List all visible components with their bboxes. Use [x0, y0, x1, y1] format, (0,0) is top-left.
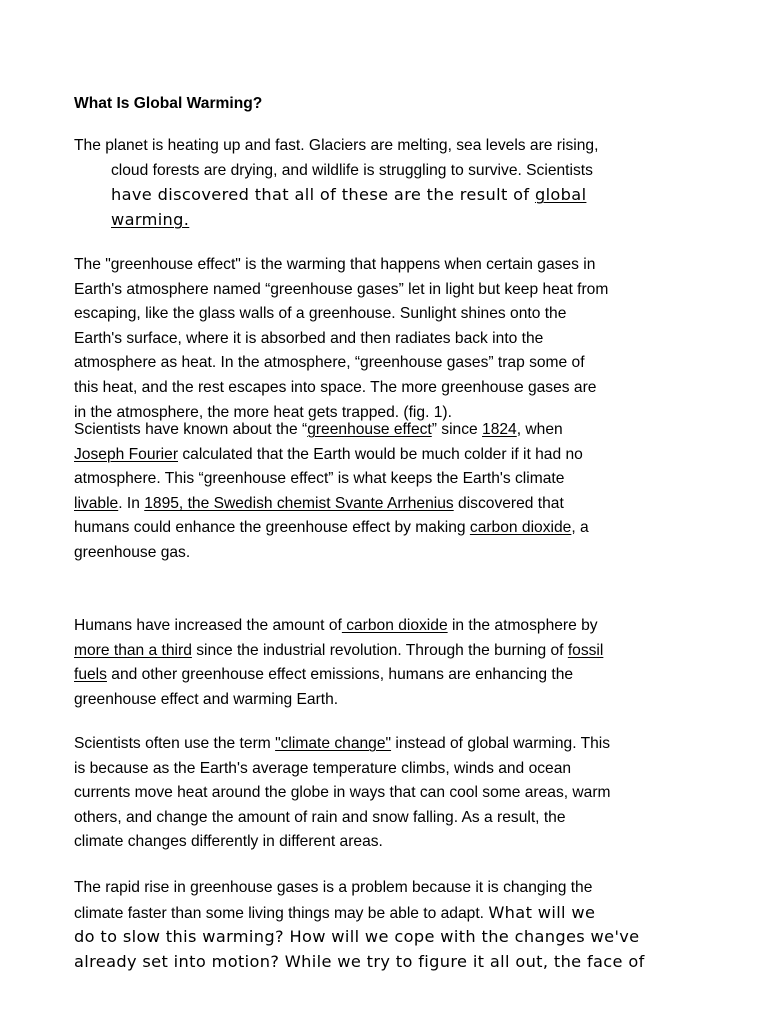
text-line: Earth's atmosphere named “greenhouse gases” let in light but keep heat from — [74, 280, 609, 298]
text-span: ” since — [431, 421, 483, 438]
paragraph-problem — [74, 876, 714, 974]
text-span: What will we — [488, 902, 596, 922]
text-span: in the atmosphere by — [447, 617, 598, 634]
climate-change-link[interactable]: "climate change" — [275, 735, 392, 752]
carbon-dioxide-link[interactable]: carbon dioxide — [469, 519, 572, 537]
text-line: in the atmosphere, the more heat gets trapped. (fig. 1). — [74, 403, 452, 421]
text-line: is because as the Earth's average temperature climbs, winds and ocean — [74, 759, 572, 777]
greenhouse-effect-link[interactable]: greenhouse effect — [307, 421, 432, 438]
text-span: Scientists often use the term — [74, 735, 276, 752]
text-line — [74, 639, 714, 664]
text-line — [74, 418, 714, 443]
text-line — [74, 614, 714, 639]
paragraph-intro — [74, 134, 714, 232]
text-line: greenhouse effect and warming Earth. — [74, 690, 339, 708]
arrhenius-link[interactable]: 1895, the Swedish chemist Svante Arrhenius — [144, 494, 454, 512]
text-line: climate changes differently in different areas. — [74, 833, 383, 851]
text-span: calculated that the Earth would be much colder if it had no — [178, 445, 583, 463]
text-line: cloud forests are drying, and wildlife is struggling to survive. Scientists — [111, 161, 593, 179]
text-line: Earth's surface, where it is absorbed and then radiates back into the — [74, 329, 544, 347]
text-span: have discovered that all of these are the result of — [111, 185, 535, 205]
carbon-dioxide-link[interactable]: carbon dioxide — [341, 617, 448, 634]
global-warming-link[interactable]: global — [534, 185, 587, 205]
global-warming-link-continued[interactable]: warming. — [111, 209, 190, 229]
year-1824-link[interactable]: 1824 — [482, 421, 517, 438]
text-span: , a — [571, 519, 589, 537]
text-line: The rapid rise in greenhouse gases is a problem because it is changing the — [74, 879, 593, 896]
paragraph-greenhouse-effect — [74, 253, 714, 425]
text-span: Scientists have known about the “ — [74, 421, 308, 438]
paragraph-climate-change — [74, 732, 714, 855]
text-span: climate faster than some living things may be able to adapt. — [74, 904, 489, 922]
more-than-a-third-link[interactable]: more than a third — [74, 641, 192, 659]
text-span: instead of global warming. This — [391, 735, 611, 752]
text-line — [74, 901, 714, 926]
text-span: and other greenhouse effect emissions, humans are enhancing the — [106, 666, 574, 684]
text-line: The "greenhouse effect" is the warming that happens when certain gases in — [74, 256, 596, 273]
text-line: already set into motion? While we try to figure it all out, the face of — [74, 951, 645, 971]
text-line: atmosphere. This “greenhouse effect” is what keeps the Earth's climate — [74, 470, 565, 488]
text-line: atmosphere as heat. In the atmosphere, “greenhouse gases” trap some of — [74, 354, 585, 372]
text-line — [74, 183, 714, 208]
fossil-fuels-link[interactable]: fossil — [567, 641, 604, 659]
text-span: . In — [118, 494, 145, 512]
fossil-fuels-link-continued[interactable]: fuels — [74, 666, 107, 684]
document-title: What Is Global Warming? — [74, 95, 263, 112]
text-line: others, and change the amount of rain and snow falling. As a result, the — [74, 808, 566, 826]
livable-link[interactable]: livable — [74, 494, 119, 512]
paragraph-human-impact — [74, 614, 714, 712]
text-line — [74, 663, 714, 688]
text-line — [74, 208, 714, 233]
text-line: The planet is heating up and fast. Glaciers are melting, sea levels are rising, — [74, 137, 599, 154]
text-line — [74, 732, 714, 757]
text-line — [74, 516, 714, 541]
text-line: greenhouse gas. — [74, 543, 191, 561]
text-line — [74, 492, 714, 517]
text-span: humans could enhance the greenhouse effect by making — [74, 519, 470, 537]
text-span: since the industrial revolution. Through the burning of — [191, 641, 568, 659]
text-span: , when — [516, 421, 563, 438]
text-span: Humans have increased the amount of — [74, 617, 342, 634]
text-line: currents move heat around the globe in ways that can cool some areas, warm — [74, 784, 611, 802]
joseph-fourier-link[interactable]: Joseph Fourier — [74, 445, 179, 463]
text-line: this heat, and the rest escapes into space. The more greenhouse gases are — [74, 378, 597, 396]
text-span: discovered that — [453, 494, 564, 512]
text-line: escaping, like the glass walls of a greenhouse. Sunlight shines onto the — [74, 305, 567, 323]
text-line — [74, 443, 714, 468]
text-line: do to slow this warming? How will we cope with the changes we've — [74, 927, 640, 947]
paragraph-history — [74, 418, 714, 566]
